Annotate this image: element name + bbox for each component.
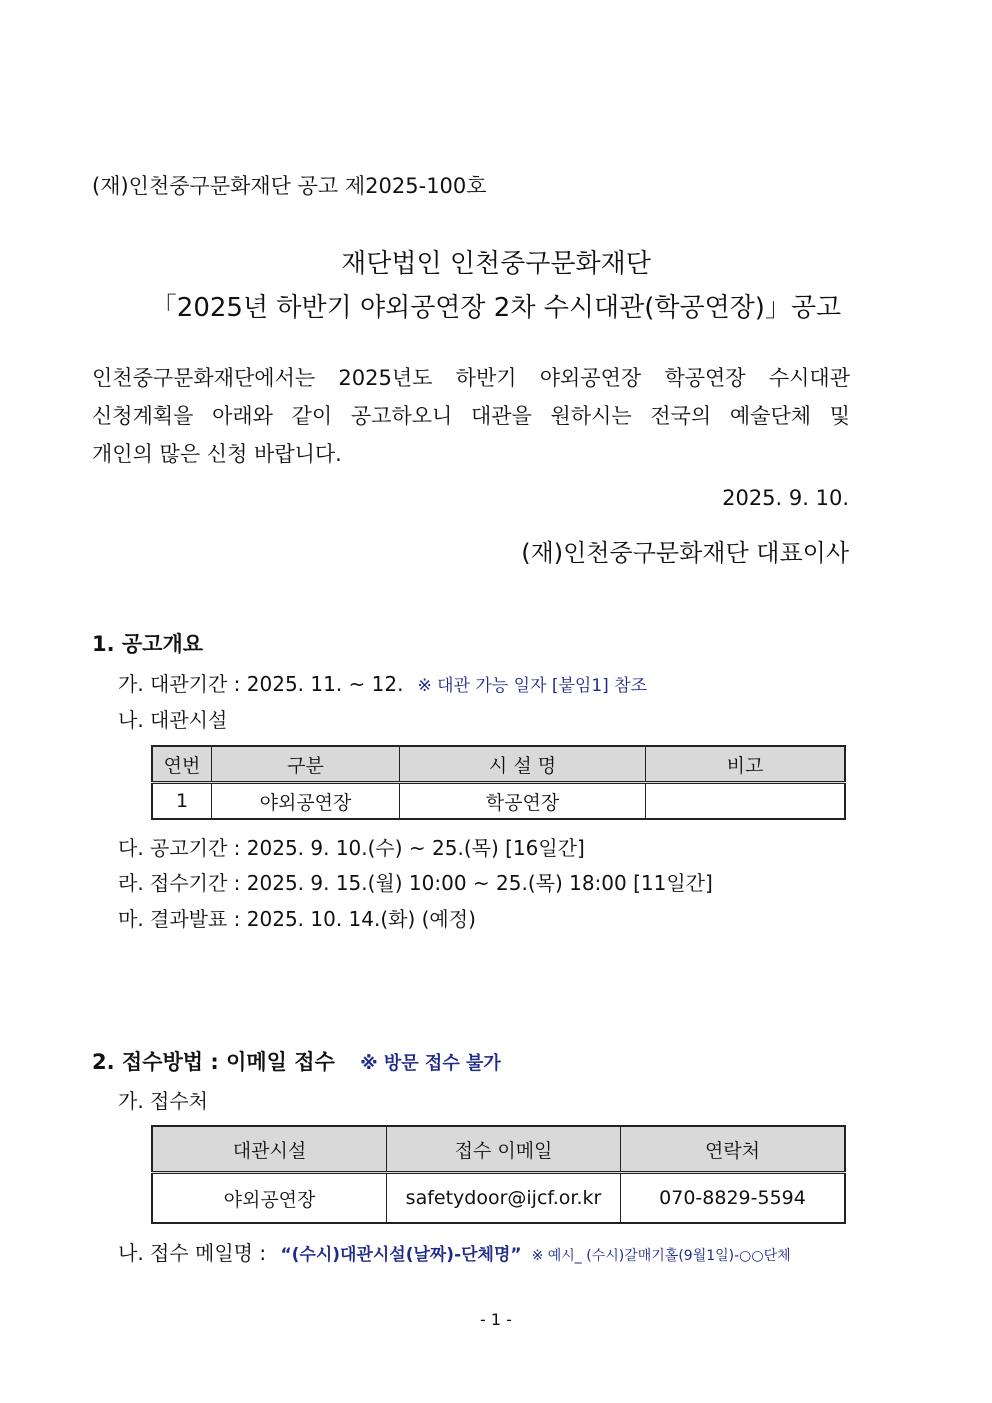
table-cell: 070-8829-5594 (621, 1173, 846, 1224)
table-cell: 야외공연장 (212, 783, 400, 820)
notice-date: 2025. 9. 10. (722, 486, 849, 510)
section2-heading-note: ※ 방문 접수 불가 (360, 1053, 501, 1074)
section1-ra: 라. 접수기간 : 2025. 9. 15.(월) 10:00 ~ 25.(목) 18:00 [11일간] (118, 871, 713, 895)
contact-table (151, 1125, 846, 1224)
title-line-1: 재단법인 인천중구문화재단 (341, 249, 651, 279)
table-header-row (152, 1126, 845, 1173)
intro-line-2: 신청계획을 아래와 같이 공고하오니 대관을 원하시는 전국의 예술단체 및 (92, 404, 850, 428)
mail-title-format: “(수시)대관시설(날짜)-단체명” (280, 1245, 522, 1265)
notice-number: (재)인천중구문화재단 공고 제2025-100호 (92, 174, 487, 198)
intro-line-1: 인천중구문화재단에서는 2025년도 하반기 야외공연장 학공연장 수시대관 (92, 366, 850, 390)
signature: (재)인천중구문화재단 대표이사 (521, 539, 849, 567)
section1-ma: 마. 결과발표 : 2025. 10. 14.(화) (예정) (118, 907, 476, 931)
section2-heading-line (92, 1046, 501, 1076)
section1-ga (118, 668, 647, 697)
section1-heading: 1. 공고개요 (92, 632, 204, 656)
table-row (152, 783, 845, 820)
rental-period-note: ※ 대관 가능 일자 [붙임1] 참조 (417, 676, 648, 696)
section1-na: 나. 대관시설 (118, 708, 228, 732)
table-row (152, 1173, 845, 1224)
table-header: 시 설 명 (400, 746, 646, 783)
table-header: 연락처 (621, 1126, 846, 1173)
section2-heading: 2. 접수방법 : 이메일 접수 (92, 1050, 335, 1074)
email-link[interactable]: safetydoor@ijcf.or.kr (387, 1173, 621, 1224)
rental-period: 가. 대관기간 : 2025. 11. ~ 12. (118, 672, 404, 696)
mail-title-example: ※ 예시_ (수시)갈매기홀(9월1일)-○○단체 (531, 1248, 791, 1264)
table-header: 접수 이메일 (387, 1126, 621, 1173)
table-header: 구분 (212, 746, 400, 783)
table-header-row (152, 746, 845, 783)
mail-title-label: 나. 접수 메일명 : (118, 1241, 267, 1265)
title-line-2: 「2025년 하반기 야외공연장 2차 수시대관(학공연장)」공고 (150, 293, 842, 323)
page-number: - 1 - (480, 1310, 512, 1329)
table-header: 대관시설 (152, 1126, 387, 1173)
table-header: 연번 (152, 746, 212, 783)
facility-table (151, 745, 846, 820)
table-cell: 1 (152, 783, 212, 820)
intro-line-3: 개인의 많은 신청 바랍니다. (92, 442, 342, 466)
table-cell (646, 783, 846, 820)
section2-ga: 가. 접수처 (118, 1089, 208, 1113)
table-cell: 학공연장 (400, 783, 646, 820)
table-header: 비고 (646, 746, 846, 783)
section2-na (118, 1237, 791, 1266)
table-cell: 야외공연장 (152, 1173, 387, 1224)
section1-da: 다. 공고기간 : 2025. 9. 10.(수) ~ 25.(목) [16일간] (118, 836, 585, 860)
